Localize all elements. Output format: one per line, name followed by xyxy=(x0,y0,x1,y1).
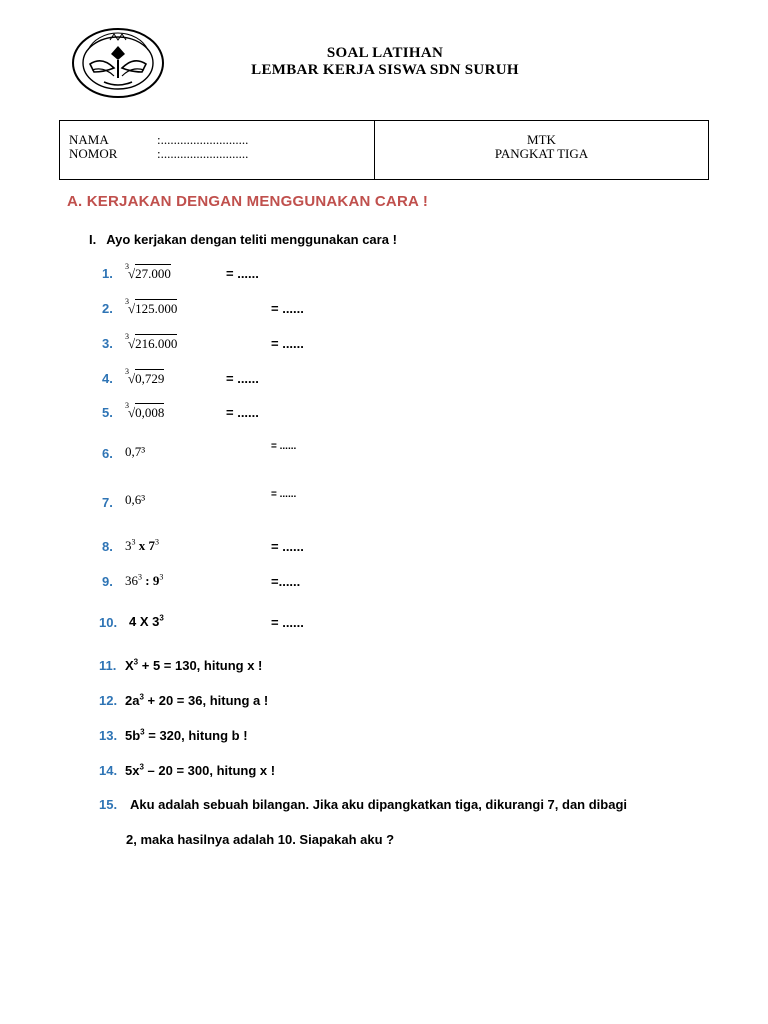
question-number: 6. xyxy=(102,446,113,461)
instruction xyxy=(89,232,397,247)
question-number: 10. xyxy=(99,615,118,630)
answer-blank[interactable]: = ...... xyxy=(271,301,304,316)
question-number: 12. xyxy=(99,693,118,708)
question-number: 7. xyxy=(102,495,113,510)
answer-blank[interactable]: = ...... xyxy=(271,615,304,630)
answer-blank[interactable]: =...... xyxy=(271,574,301,589)
question-expression: 3 √125.000 xyxy=(125,297,178,316)
answer-blank[interactable]: = ...... xyxy=(271,539,304,554)
answer-blank[interactable]: = ...... xyxy=(271,489,297,500)
question-text-line-1: Aku adalah sebuah bilangan. Jika aku dipangkatkan tiga, dikurangi 7, dan dibagi xyxy=(130,797,628,812)
question-expression: 0,6³ xyxy=(125,492,146,507)
question-text: $X^3 + 5 = 130$, hitung x ! xyxy=(125,657,263,673)
instruction-text: Ayo kerjakan dengan teliti menggunakan cara ! xyxy=(106,232,397,247)
question-expression: 3 √27.000 xyxy=(125,262,171,281)
section-title: A. KERJAKAN DENGAN MENGGUNAKAN CARA ! xyxy=(67,193,429,210)
number-label: NOMOR xyxy=(69,146,118,161)
question-number: 3. xyxy=(102,336,113,351)
tut-wuri-handayani-logo xyxy=(70,26,166,100)
question-text: $2a^3 + 20 = 36$, hitung a ! xyxy=(125,692,269,708)
question-number: 4. xyxy=(102,371,113,386)
subject-label: MTK xyxy=(527,132,556,147)
question-expression: $3^3$ x $7^3$ xyxy=(125,537,159,553)
question-text-line-2: 2, maka hasilnya adalah 10. Siapakah aku ? xyxy=(126,832,395,847)
question-text: $5b^3 = 320$, hitung b ! xyxy=(125,727,248,743)
question-number: 14. xyxy=(99,763,118,778)
question-expression: 4 X $3^3$ xyxy=(129,613,164,629)
question-expression: 3 √0,729 xyxy=(125,367,165,386)
student-identity-box xyxy=(59,120,709,180)
question-number: 15. xyxy=(99,797,118,812)
question-number: 11. xyxy=(99,658,117,673)
question-expression: 0,7³ xyxy=(125,444,146,459)
topic-label: PANGKAT TIGA xyxy=(494,146,589,161)
title-line-2: LEMBAR KERJA SISWA SDN SURUH xyxy=(251,62,519,78)
number-field[interactable]: :........................... xyxy=(157,146,249,161)
student-fields xyxy=(60,121,375,179)
answer-blank[interactable]: = ...... xyxy=(271,336,304,351)
question-number: 2. xyxy=(102,301,113,316)
name-field[interactable]: :........................... xyxy=(157,132,249,147)
subject-info xyxy=(375,121,708,179)
question-expression: 3 √0,008 xyxy=(125,401,165,420)
name-label: NAMA xyxy=(69,132,109,147)
question-number: 9. xyxy=(102,574,113,589)
question-expression: $36^3$ : $9^3$ xyxy=(125,572,164,588)
question-number: 5. xyxy=(102,405,113,420)
instruction-numeral: I. xyxy=(89,232,97,247)
answer-blank[interactable]: = ...... xyxy=(271,441,297,452)
question-number: 1. xyxy=(102,266,113,281)
title-line-1: SOAL LATIHAN xyxy=(326,45,444,61)
question-text: $5x^3 - 20 = 300$, hitung x ! xyxy=(125,762,276,778)
page-title xyxy=(200,45,570,79)
question-expression: 3 √216.000 xyxy=(125,332,178,351)
answer-blank[interactable]: = ...... xyxy=(226,266,259,281)
answer-blank[interactable]: = ...... xyxy=(226,405,259,420)
answer-blank[interactable]: = ...... xyxy=(226,371,259,386)
question-number: 8. xyxy=(102,539,113,554)
question-number: 13. xyxy=(99,728,118,743)
